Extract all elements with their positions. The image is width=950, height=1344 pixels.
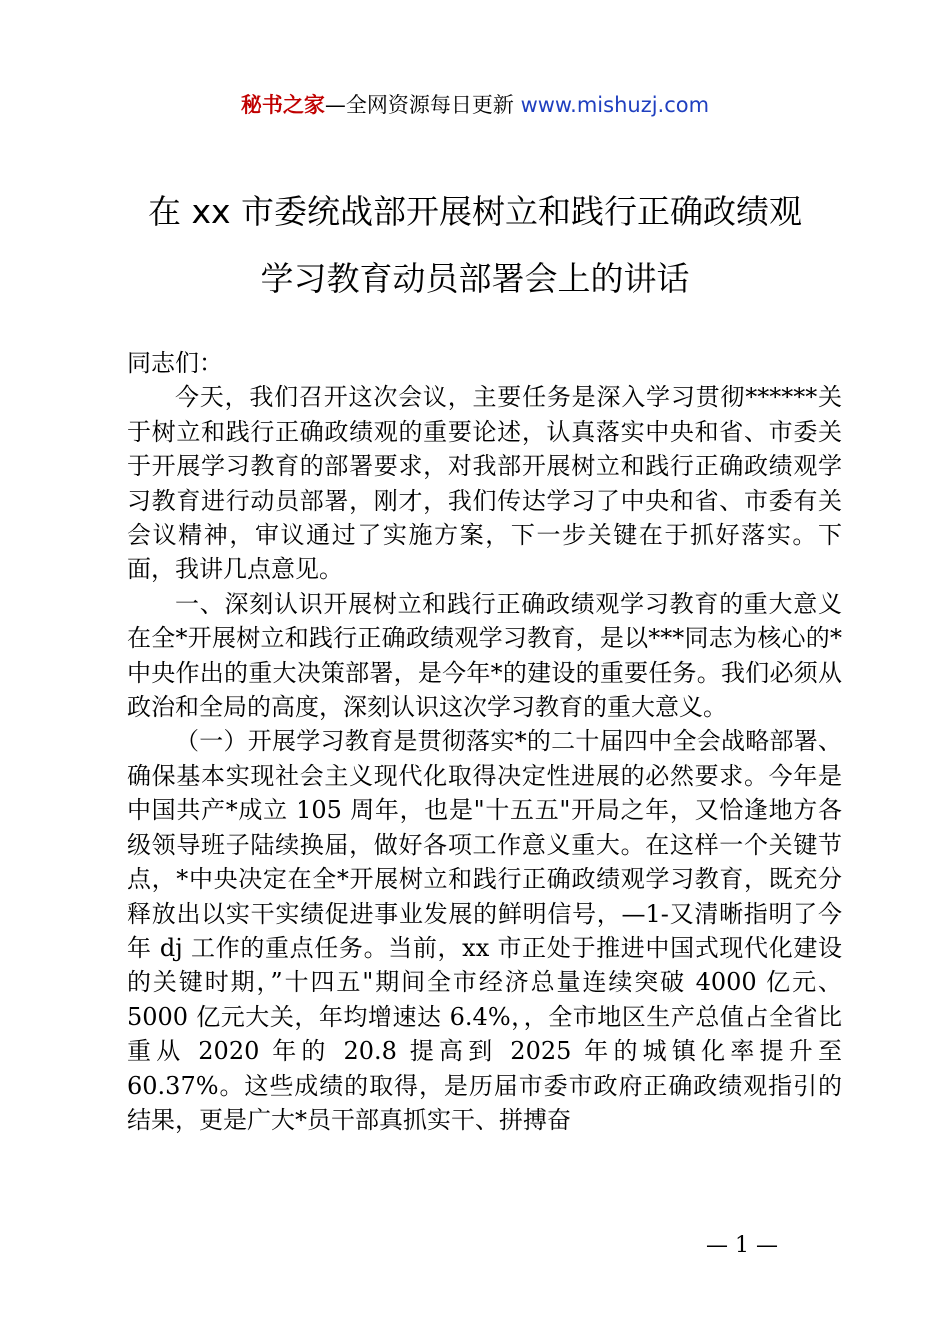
header-tagline: —全网资源每日更新 <box>324 93 521 117</box>
brand-name: 秘书之家 <box>240 93 325 117</box>
page-number: — 1 — <box>706 1233 778 1258</box>
paragraph-intro: 今天，我们召开这次会议，主要任务是深入学习贯彻******关于树立和践行正确政绩观的重要论述，认真落实中央和省、市委关于开展学习教育的部署要求，对我部开展树立和践行正确政绩观学习教育进行动员部署，刚才，我们传达学习了中央和省、市委有关会议精神，审议通过了实施方案，下一步关键在于抓好落实。下面，我讲几点意见。 <box>127 383 842 584</box>
site-header <box>0 90 950 120</box>
salutation: 同志们： <box>127 349 223 377</box>
document-body <box>127 346 842 1137</box>
paragraph-subsection-1: （一）开展学习教育是贯彻落实*的二十届四中全会战略部署、确保基本实现社会主义现代化取得决定性进展的必然要求。今年是中国共产*成立 105 周年，也是"十五五"开局之年，又恰逢地方各级领导班子陆续换届，做好各项工作意义重大。在这样一个关键节点，*中央决定在全*开展树立和践行正确政绩观学习教育，既充分释放出以实干实绩促进事业发展的鲜明信号，—1-又清晰指明了今年 dj 工作的重点任务。当前，xx 市正处于推进中国式现代化建设的关键时期，”十四五"期间全市经济总量连续突破 4000 亿元、5000 亿元大关，年均增速达 6.4%，，全市地区生产总值占全省比重从 2020 年的 20.8 提高到 2025 年的城镇化率提升至 60.37%。这些成绩的取得，是历届市委市政府正确政绩观指引的结果，更是广大*员干部真抓实干、拼搏奋 <box>127 727 842 1134</box>
paragraph-section-1: 一、深刻认识开展树立和践行正确政绩观学习教育的重大意义在全*开展树立和践行正确政绩观学习教育，是以***同志为核心的*中央作出的重大决策部署，是今年*的建设的重要任务。我们必须从政治和全局的高度，深刻认识这次学习教育的重大意义。 <box>127 589 842 722</box>
document-title-line-2: 学习教育动员部署会上的讲话 <box>260 259 690 298</box>
site-url-link[interactable]: www.mishuzj.com <box>520 93 710 117</box>
document-title-line-1: 在 xx 市委统战部开展树立和践行正确政绩观 <box>147 192 803 231</box>
